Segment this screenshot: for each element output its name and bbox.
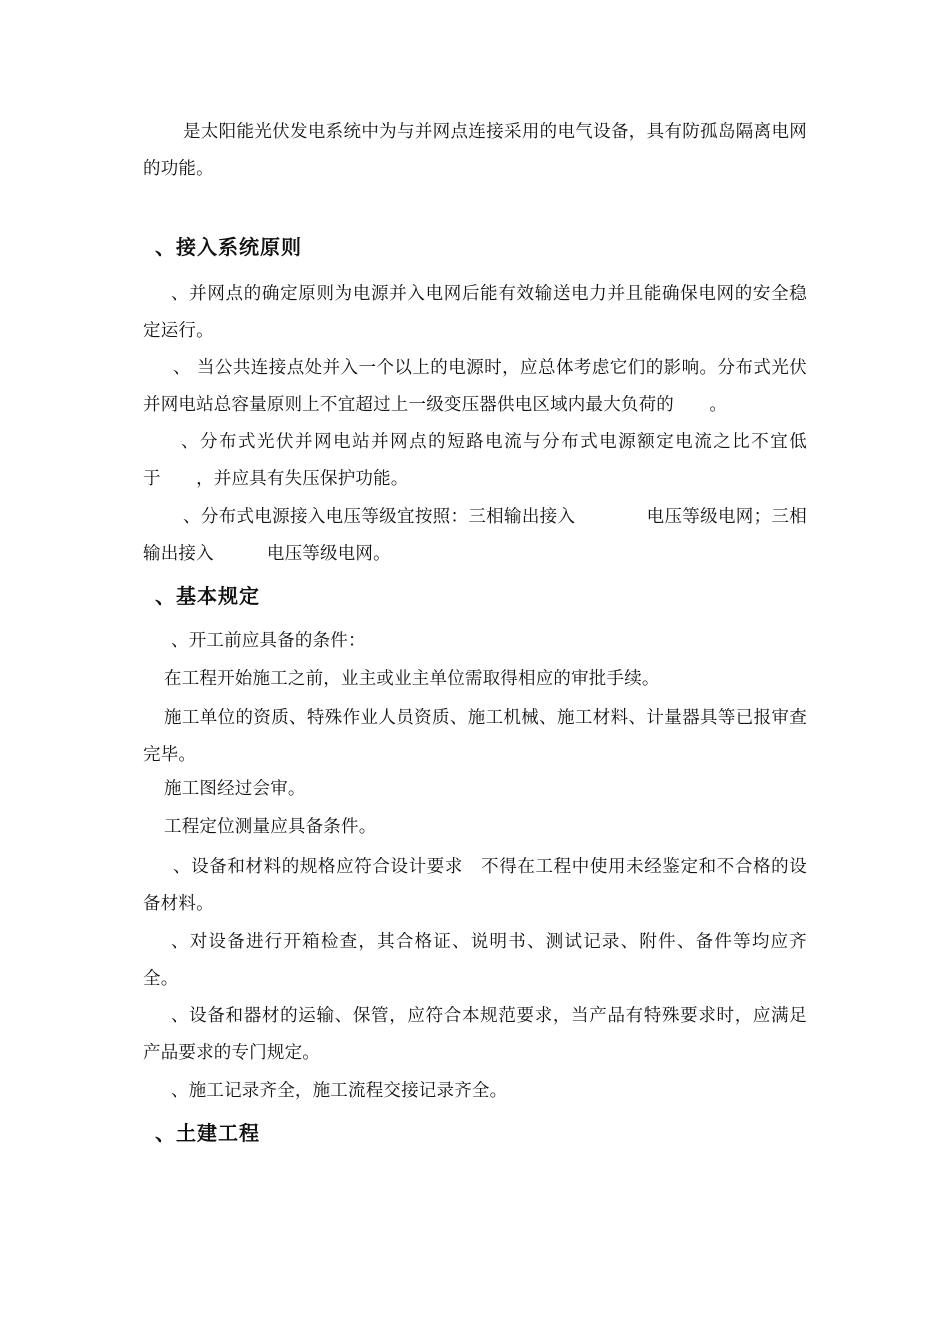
paragraph-survey-conditions: 工程定位测量应具备条件。 [164,817,377,837]
paragraph-transport-storage: 、设备和器材的运输、保管，应符合本规范要求，当产品有特殊要求时，应满足产品要求的专门规定。 [143,1006,807,1063]
paragraph-voltage-level: 、分布式电源接入电压等级宜按照：三相输出接入 电压等级电网；三相输出接入 电压等级电网。 [143,507,807,564]
paragraph-qualifications: 施工单位的资质、特殊作业人员资质、施工机械、施工材料、计量器具等已报审查完毕。 [143,708,807,765]
paragraph-short-circuit-ratio: 、分布式光伏并网电站并网点的短路电流与分布式电源额定电流之比不宜低于 ，并应具有失压保护功能。 [143,432,807,489]
paragraph-grid-point-principle: 、并网点的确定原则为电源并入电网后能有效输送电力并且能确保电网的安全稳定运行。 [143,284,807,341]
section-heading-civil-works: 、土建工程 [155,1121,260,1145]
paragraph-approval-procedures: 在工程开始施工之前，业主或业主单位需取得相应的审批手续。 [164,669,660,689]
paragraph-prestart-conditions: 、开工前应具备的条件： [171,631,366,651]
paragraph-equipment-specs: 、设备和材料的规格应符合设计要求 不得在工程中使用未经鉴定和不合格的设备材料。 [143,857,807,914]
paragraph-unboxing-inspection: 、对设备进行开箱检查，其合格证、说明书、测试记录、附件、备件等均应齐全。 [143,932,807,989]
paragraph-multiple-sources: 、 当公共连接点处并入一个以上的电源时，应总体考虑它们的影响。分布式光伏并网电站总容量原则上不宜超过上一级变压器供电区域内最大负荷的 。 [143,358,807,415]
paragraph-construction-records: 、施工记录齐全，施工流程交接记录齐全。 [171,1081,508,1101]
section-heading-basic-rules: 、基本规定 [155,584,260,608]
paragraph-drawing-review: 施工图经过会审。 [164,779,306,799]
section-heading-access-system: 、接入系统原则 [155,235,302,259]
intro-paragraph: 是太阳能光伏发电系统中为与并网点连接采用的电气设备，具有防孤岛隔离电网的功能。 [143,122,807,179]
